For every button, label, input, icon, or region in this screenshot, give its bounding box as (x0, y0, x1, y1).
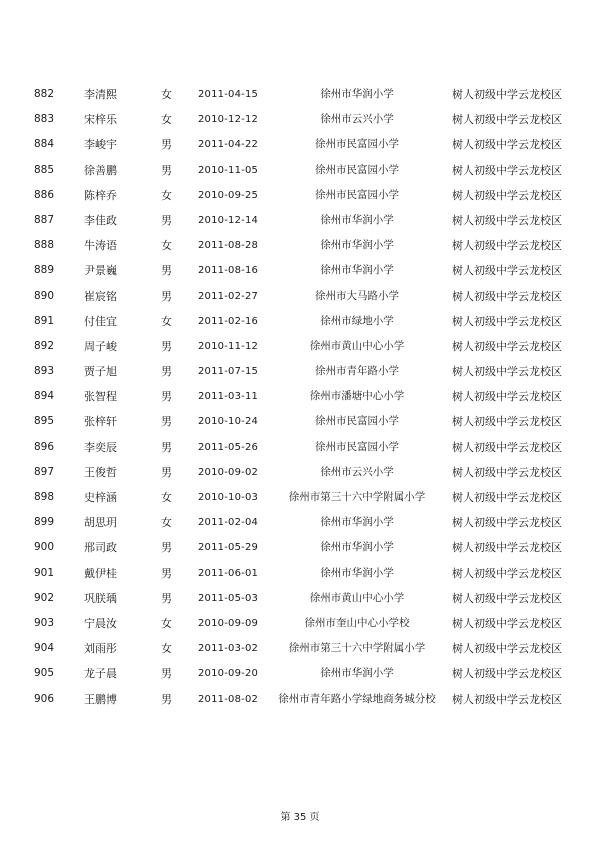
student-number: 906 (34, 692, 55, 705)
table-row (0, 611, 600, 636)
table-row (0, 359, 600, 384)
graduating-school: 徐州市青年路小学绿地商务城分校 (278, 692, 436, 705)
birth-date: 2011-07-15 (198, 366, 259, 378)
admitted-school: 树人初级中学云龙校区 (452, 213, 562, 227)
student-number: 893 (34, 365, 55, 378)
student-number: 898 (34, 491, 55, 503)
student-number: 889 (34, 264, 55, 277)
graduating-school: 徐州市奎山中心小学校 (304, 616, 410, 629)
graduating-school: 徐州市云兴小学 (320, 113, 394, 126)
student-gender: 男 (161, 390, 172, 404)
student-name: 张梓轩 (84, 415, 117, 429)
student-gender: 女 (161, 88, 172, 101)
admitted-school: 树人初级中学云龙校区 (452, 390, 562, 404)
admitted-school: 树人初级中学云龙校区 (452, 138, 562, 152)
admitted-school: 树人初级中学云龙校区 (452, 667, 562, 681)
student-name: 戴伊桂 (84, 566, 117, 580)
student-name: 王鹏博 (84, 692, 117, 706)
birth-date: 2010-09-20 (198, 668, 259, 680)
student-number: 882 (34, 88, 55, 100)
graduating-school: 徐州市云兴小学 (320, 465, 394, 478)
page-number: 第 35 页 (280, 812, 320, 823)
graduating-school: 徐州市华润小学 (320, 541, 394, 554)
student-number: 902 (34, 591, 55, 604)
student-number: 892 (34, 339, 55, 352)
student-gender: 男 (161, 339, 172, 353)
admitted-school: 树人初级中学云龙校区 (452, 188, 562, 202)
admitted-school: 树人初级中学云龙校区 (452, 566, 562, 580)
student-gender: 男 (161, 667, 172, 681)
table-row (0, 636, 600, 661)
birth-date: 2011-02-27 (198, 290, 259, 302)
student-gender: 女 (161, 491, 172, 504)
admitted-school: 树人初级中学云龙校区 (452, 591, 562, 605)
birth-date: 2011-03-11 (198, 391, 259, 403)
admitted-school: 树人初级中学云龙校区 (452, 113, 562, 127)
graduating-school: 徐州市民富园小学 (315, 138, 399, 151)
birth-date: 2010-10-24 (198, 416, 259, 428)
student-name: 张智程 (84, 390, 117, 404)
table-row (0, 586, 600, 611)
student-number: 903 (34, 616, 55, 629)
table-row (0, 132, 600, 157)
student-number: 885 (34, 163, 55, 176)
table-row (0, 334, 600, 359)
birth-date: 2011-06-01 (198, 567, 259, 579)
admitted-school: 树人初级中学云龙校区 (452, 465, 562, 479)
graduating-school: 徐州市绿地小学 (320, 314, 394, 327)
student-number: 904 (34, 642, 55, 655)
student-gender: 男 (161, 465, 172, 479)
graduating-school: 徐州市黄山中心小学 (309, 591, 405, 604)
table-row (0, 435, 600, 460)
birth-date: 2010-12-14 (198, 214, 259, 226)
birth-date: 2011-08-28 (198, 240, 259, 252)
student-number: 884 (34, 138, 55, 151)
student-gender: 男 (161, 566, 172, 580)
table-row (0, 208, 600, 233)
graduating-school: 徐州市第三十六中学附属小学 (288, 642, 426, 655)
student-number: 894 (34, 390, 55, 403)
graduating-school: 徐州市黄山中心小学 (309, 339, 405, 352)
student-name: 贾子旭 (84, 365, 117, 379)
admitted-school: 树人初级中学云龙校区 (452, 289, 562, 303)
student-gender: 男 (161, 440, 172, 454)
admitted-school: 树人初级中学云龙校区 (452, 314, 562, 328)
student-gender: 女 (161, 188, 172, 202)
student-gender: 女 (161, 642, 172, 656)
birth-date: 2011-04-15 (198, 89, 259, 100)
student-number: 895 (34, 415, 55, 428)
student-gender: 男 (161, 138, 172, 152)
student-name: 李佳政 (84, 213, 117, 227)
student-name: 周子峻 (84, 339, 117, 353)
student-list-table (0, 82, 600, 712)
student-name: 徐善鹏 (84, 163, 117, 177)
graduating-school: 徐州市华润小学 (320, 566, 394, 579)
table-row (0, 460, 600, 485)
student-number: 887 (34, 213, 55, 226)
birth-date: 2011-04-22 (198, 139, 259, 151)
table-row (0, 510, 600, 535)
student-name: 邢司政 (84, 541, 117, 555)
admitted-school: 树人初级中学云龙校区 (452, 163, 562, 177)
student-name: 宋梓乐 (84, 113, 117, 127)
graduating-school: 徐州市华润小学 (320, 213, 394, 226)
student-number: 900 (34, 541, 55, 554)
student-name: 李峻宇 (84, 138, 117, 152)
student-gender: 女 (161, 616, 172, 630)
birth-date: 2010-09-09 (198, 617, 259, 629)
student-gender: 男 (161, 692, 172, 706)
graduating-school: 徐州市华润小学 (320, 667, 394, 680)
birth-date: 2010-10-03 (198, 492, 259, 503)
student-gender: 男 (161, 264, 172, 278)
table-row (0, 661, 600, 686)
table-row (0, 409, 600, 434)
graduating-school: 徐州市民富园小学 (315, 415, 399, 428)
graduating-school: 徐州市华润小学 (320, 264, 394, 277)
table-row (0, 309, 600, 334)
student-number: 897 (34, 465, 55, 478)
table-row (0, 561, 600, 586)
admitted-school: 树人初级中学云龙校区 (452, 365, 562, 379)
student-number: 891 (34, 314, 55, 327)
student-name: 尹景巍 (84, 264, 117, 278)
birth-date: 2010-09-25 (198, 189, 259, 201)
birth-date: 2010-12-12 (198, 114, 259, 126)
student-name: 付佳宜 (84, 314, 117, 328)
admitted-school: 树人初级中学云龙校区 (452, 339, 562, 353)
admitted-school: 树人初级中学云龙校区 (452, 264, 562, 278)
student-number: 901 (34, 566, 55, 579)
student-name: 李奕辰 (84, 440, 117, 454)
graduating-school: 徐州市华润小学 (320, 516, 394, 529)
admitted-school: 树人初级中学云龙校区 (452, 440, 562, 454)
graduating-school: 徐州市华润小学 (320, 88, 394, 100)
graduating-school: 徐州市潘塘中心小学 (309, 390, 405, 403)
student-gender: 男 (161, 541, 172, 555)
table-row (0, 485, 600, 510)
admitted-school: 树人初级中学云龙校区 (452, 88, 562, 101)
student-name: 龙子晨 (84, 667, 117, 681)
admitted-school: 树人初级中学云龙校区 (452, 516, 562, 530)
admitted-school: 树人初级中学云龙校区 (452, 541, 562, 555)
table-row (0, 183, 600, 208)
birth-date: 2011-02-16 (198, 315, 259, 327)
birth-date: 2011-08-02 (198, 693, 259, 705)
graduating-school: 徐州市大马路小学 (315, 289, 399, 302)
student-name: 宁晨汝 (84, 616, 117, 630)
student-gender: 男 (161, 415, 172, 429)
student-name: 王俊哲 (84, 465, 117, 479)
birth-date: 2011-08-16 (198, 265, 259, 277)
birth-date: 2011-03-02 (198, 643, 259, 655)
graduating-school: 徐州市华润小学 (320, 239, 394, 252)
student-gender: 女 (161, 314, 172, 328)
birth-date: 2010-11-12 (198, 340, 259, 352)
student-name: 陈梓乔 (84, 188, 117, 202)
student-name: 刘雨彤 (84, 642, 117, 656)
student-gender: 男 (161, 213, 172, 227)
student-gender: 男 (161, 591, 172, 605)
table-row (0, 284, 600, 309)
table-row (0, 535, 600, 560)
student-number: 905 (34, 667, 55, 680)
student-number: 896 (34, 440, 55, 453)
birth-date: 2011-05-03 (198, 592, 259, 604)
student-number: 890 (34, 289, 55, 302)
birth-date: 2011-05-26 (198, 441, 259, 453)
table-row (0, 82, 600, 107)
graduating-school: 徐州市青年路小学 (315, 365, 399, 378)
student-name: 李清熙 (84, 88, 117, 101)
student-gender: 男 (161, 289, 172, 303)
student-number: 886 (34, 188, 55, 201)
student-gender: 女 (161, 239, 172, 253)
table-row (0, 107, 600, 132)
table-row (0, 384, 600, 409)
birth-date: 2010-11-05 (198, 164, 259, 176)
student-name: 史梓涵 (84, 491, 117, 504)
student-gender: 女 (161, 113, 172, 127)
student-number: 883 (34, 113, 55, 126)
student-name: 崔宸铭 (84, 289, 117, 303)
student-name: 牛涛语 (84, 239, 117, 253)
graduating-school: 徐州市民富园小学 (315, 440, 399, 453)
birth-date: 2011-05-29 (198, 542, 259, 554)
student-gender: 女 (161, 516, 172, 530)
table-row (0, 158, 600, 183)
student-gender: 男 (161, 365, 172, 379)
graduating-school: 徐州市民富园小学 (315, 188, 399, 201)
student-name: 胡思玥 (84, 516, 117, 530)
table-row (0, 687, 600, 712)
student-gender: 男 (161, 163, 172, 177)
student-number: 888 (34, 239, 55, 252)
admitted-school: 树人初级中学云龙校区 (452, 616, 562, 630)
admitted-school: 树人初级中学云龙校区 (452, 642, 562, 656)
table-row (0, 258, 600, 283)
admitted-school: 树人初级中学云龙校区 (452, 491, 562, 504)
admitted-school: 树人初级中学云龙校区 (452, 239, 562, 253)
admitted-school: 树人初级中学云龙校区 (452, 415, 562, 429)
graduating-school: 徐州市民富园小学 (315, 163, 399, 176)
graduating-school: 徐州市第三十六中学附属小学 (288, 491, 426, 503)
student-name: 巩朕瑀 (84, 591, 117, 605)
birth-date: 2010-09-02 (198, 466, 259, 478)
admitted-school: 树人初级中学云龙校区 (452, 692, 562, 706)
table-row (0, 233, 600, 258)
birth-date: 2011-02-04 (198, 517, 259, 529)
student-number: 899 (34, 516, 55, 529)
